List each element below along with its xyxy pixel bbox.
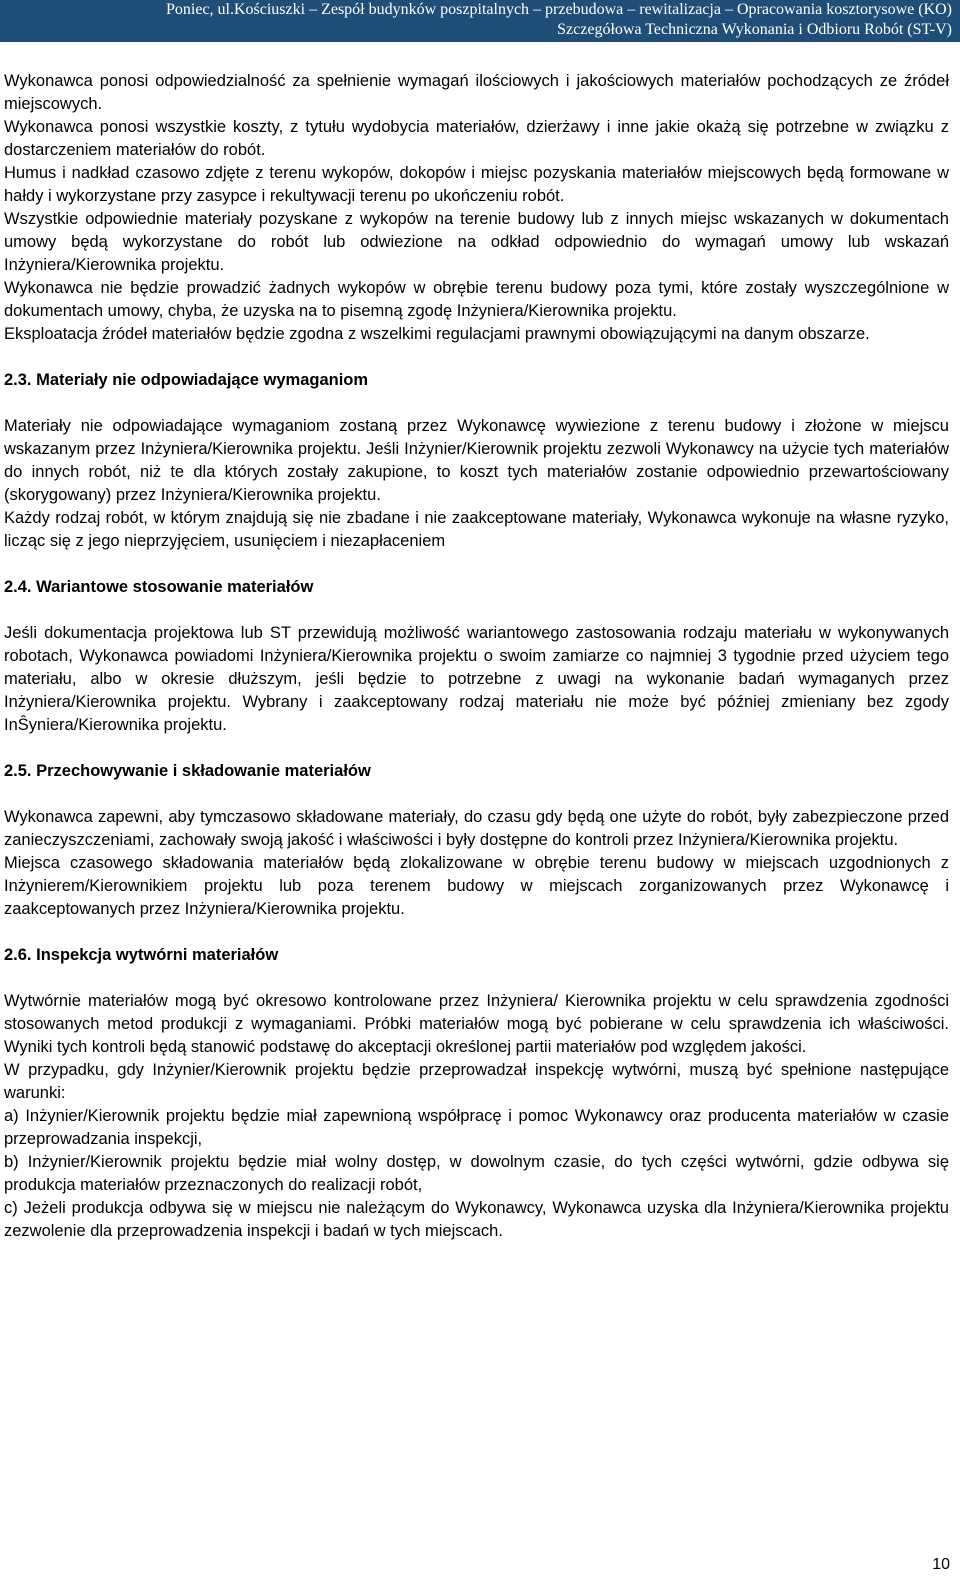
paragraph: Wytwórnie materiałów mogą być okresowo kontrolowane przez Inżyniera/ Kierownika projektu w celu sprawdzenia zgodności stosowanych metod produkcji z wymaganiami. Próbki materiałów mogą być pobierane w celu sprawdzenia ich właściwości. Wyniki tych kontroli będą stanowić podstawę do akceptacji określonej partii materiałów pod względem jakości.	[4, 992, 949, 1056]
list-item: b) Inżynier/Kierownik projektu będzie miał wolny dostęp, w dowolnym czasie, do tych części wytwórni, gdzie odbywa się produkcja materiałów przeznaczonych do realizacji robót,	[4, 1153, 949, 1194]
paragraph: Wykonawca ponosi odpowiedzialność za spełnienie wymagań ilościowych i jakościowych materiałów pochodzących ze źródeł miejscowych.	[4, 72, 949, 113]
header-subtitle: Szczegółowa Techniczna Wykonania i Odbioru Robót (ST-V)	[557, 21, 952, 38]
header-title: Poniec, ul.Kościuszki – Zespół budynków poszpitalnych – przebudowa – rewitalizacja – Opracowania kosztorysowe (KO)	[165, 1, 952, 18]
document-header	[0, 0, 960, 42]
section-heading-2-6: 2.6. Inspekcja wytwórni materiałów	[4, 946, 279, 964]
paragraph: Wszystkie odpowiednie materiały pozyskane z wykopów na terenie budowy lub z innych miejsc wskazanych w dokumentach umowy będą wykorzystane do robót lub odwiezione na odkład odpowiednio do wymagań umowy lub wskazań Inżyniera/Kierownika projektu.	[4, 210, 949, 274]
list-item: c) Jeżeli produkcja odbywa się w miejscu nie należącym do Wykonawcy, Wykonawca uzyska dla Inżyniera/Kierownika projektu zezwolenie dla przeprowadzenia inspekcji i badań w tych miejscach.	[4, 1199, 949, 1240]
paragraph: Jeśli dokumentacja projektowa lub ST przewidują możliwość wariantowego zastosowania rodzaju materiału w wykonywanych robotach, Wykonawca powiadomi Inżyniera/Kierownika projektu o swoim zamiarze co najmniej 3 tygodnie przed użyciem tego materiału, albo w okresie dłuższym, jeśli będzie to potrzebne z uwagi na wykonanie badań wymaganych przez Inżyniera/Kierownika projektu. Wybrany i zaakceptowany rodzaj materiału nie może być później zmieniany bez zgody InŜyniera/Kierownika projektu.	[4, 624, 949, 734]
paragraph: Wykonawca zapewni, aby tymczasowo składowane materiały, do czasu gdy będą one użyte do robót, były zabezpieczone przed zanieczyszczeniami, zachowały swoją jakość i właściwości i były dostępne do kontroli przez Inżyniera/Kierownika projektu.	[4, 808, 949, 849]
paragraph: Miejsca czasowego składowania materiałów będą zlokalizowane w obrębie terenu budowy w miejscach uzgodnionych z Inżynierem/Kierownikiem projektu lub poza terenem budowy w miejscach zorganizowanych przez Wykonawcę i zaakceptowanych przez Inżyniera/Kierownika projektu.	[4, 854, 949, 918]
paragraph: Każdy rodzaj robót, w którym znajdują się nie zbadane i nie zaakceptowane materiały, Wykonawca wykonuje na własne ryzyko, licząc się z jego nieprzyjęciem, usunięciem i niezapłaceniem	[4, 509, 949, 550]
paragraph: Humus i nadkład czasowo zdjęte z terenu wykopów, dokopów i miejsc pozyskania materiałów miejscowych będą formowane w hałdy i wykorzystane przy zasypce i rekultywacji terenu po ukończeniu robót.	[4, 164, 949, 205]
list-item: a) Inżynier/Kierownik projektu będzie miał zapewnioną współpracę i pomoc Wykonawcy oraz producenta materiałów w czasie przeprowadzania inspekcji,	[4, 1107, 949, 1148]
paragraph: Materiały nie odpowiadające wymaganiom zostaną przez Wykonawcę wywiezione z terenu budowy i złożone w miejscu wskazanym przez Inżyniera/Kierownika projektu. Jeśli Inżynier/Kierownik projektu zezwoli Wykonawcy na użycie tych materiałów do innych robót, niż te dla których zostały zakupione, to koszt tych materiałów zostanie odpowiednio przewartościowany (skorygowany) przez Inżyniera/Kierownika projektu.	[4, 417, 949, 504]
paragraph: W przypadku, gdy Inżynier/Kierownik projektu będzie przeprowadzał inspekcję wytwórni, muszą być spełnione następujące warunki:	[4, 1061, 949, 1102]
section-heading-2-5: 2.5. Przechowywanie i składowanie materiałów	[4, 762, 371, 780]
section-heading-2-3: 2.3. Materiały nie odpowiadające wymaganiom	[4, 371, 369, 389]
page-number: 10	[932, 1556, 950, 1573]
paragraph: Eksploatacja źródeł materiałów będzie zgodna z wszelkimi regulacjami prawnymi obowiązującymi na danym obszarze.	[4, 325, 870, 343]
section-heading-2-4: 2.4. Wariantowe stosowanie materiałów	[4, 578, 314, 596]
document-body	[4, 70, 949, 1243]
paragraph: Wykonawca nie będzie prowadzić żadnych wykopów w obrębie terenu budowy poza tymi, które zostały wyszczególnione w dokumentach umowy, chyba, że uzyska na to pisemną zgodę Inżyniera/Kierownika projektu.	[4, 279, 949, 320]
paragraph: Wykonawca ponosi wszystkie koszty, z tytułu wydobycia materiałów, dzierżawy i inne jakie okażą się potrzebne w związku z dostarczeniem materiałów do robót.	[4, 118, 949, 159]
